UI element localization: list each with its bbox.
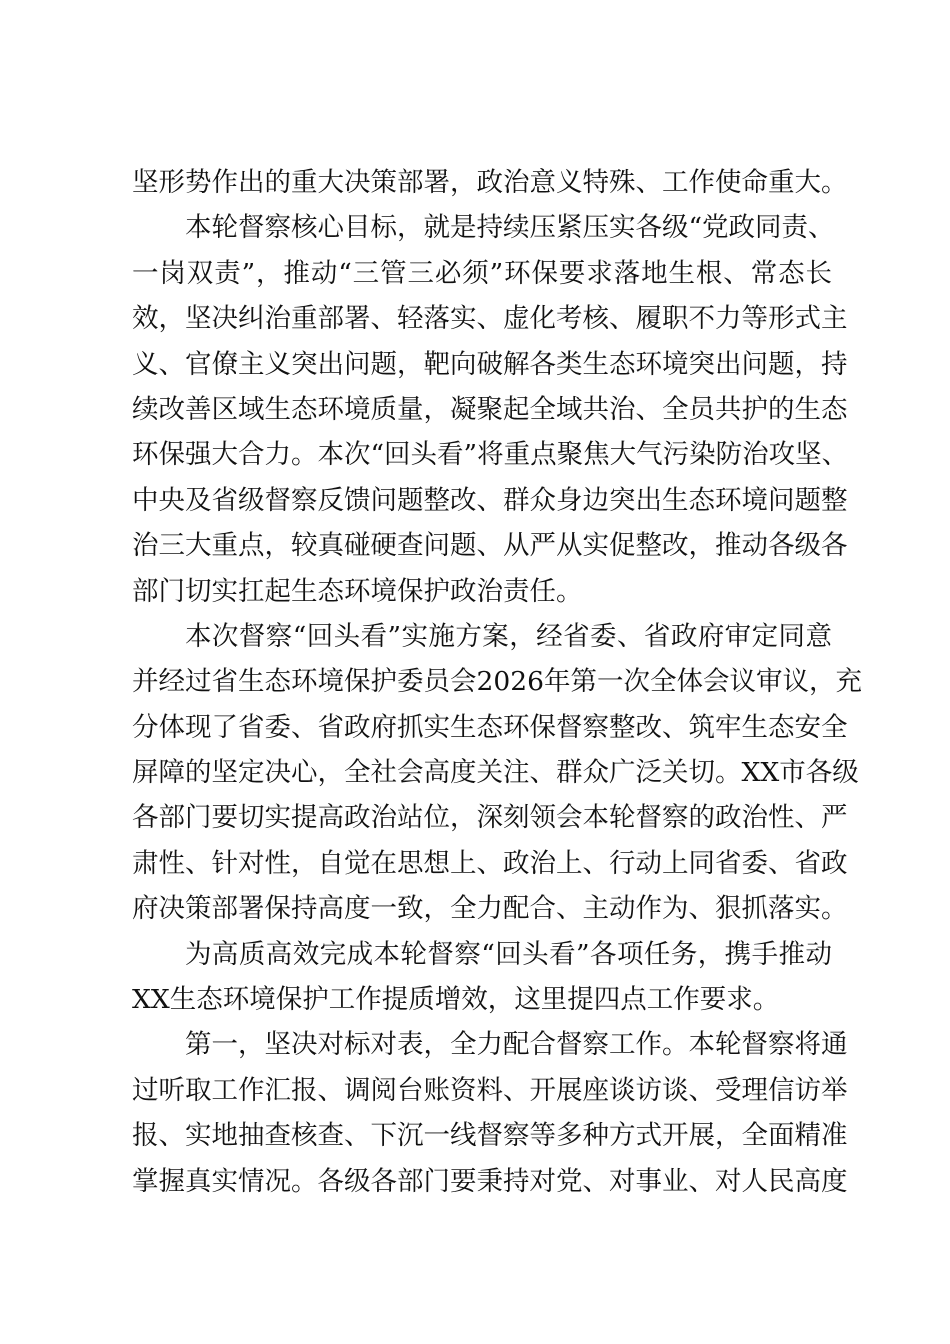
text-line: 环保强大合力。本次“回头看”将重点聚焦大气污染防治攻坚、	[132, 439, 849, 471]
text-line: 部门切实扛起生态环境保护政治责任。	[132, 575, 583, 607]
text-line: 一岗双责”，推动“三管三必须”环保要求落地生根、常态长	[132, 257, 832, 289]
paragraph-first-line: 本次督察“回头看”实施方案，经省委、省政府审定同意	[185, 620, 832, 652]
text-line: 治三大重点，较真碰硬查问题、从严从实促整改，推动各级各	[132, 530, 848, 562]
text-line: 分体现了省委、省政府抓实生态环保督察整改、筑牢生态安全	[132, 711, 848, 743]
text-line: 并经过省生态环境保护委员会2026年第一次全体会议审议，充	[132, 666, 862, 698]
text-line: 效，坚决纠治重部署、轻落实、虚化考核、履职不力等形式主	[132, 303, 848, 335]
text-line: 报、实地抽查核查、下沉一线督察等多种方式开展，全面精准	[132, 1120, 848, 1152]
text-line: XX生态环境保护工作提质增效，这里提四点工作要求。	[132, 984, 780, 1016]
text-line: 坚形势作出的重大决策部署，政治意义特殊、工作使命重大。	[132, 167, 848, 198]
body-text	[132, 160, 862, 1204]
paragraph-first-line: 为高质高效完成本轮督察“回头看”各项任务，携手推动	[185, 938, 832, 970]
text-line: 掌握真实情况。各级各部门要秉持对党、对事业、对人民高度	[132, 1165, 848, 1197]
paragraph-first-line: 第一，坚决对标对表，全力配合督察工作。本轮督察将通	[185, 1029, 848, 1061]
text-line: 各部门要切实提高政治站位，深刻领会本轮督察的政治性、严	[132, 802, 848, 834]
text-line: 续改善区域生态环境质量，凝聚起全域共治、全员共护的生态	[132, 393, 848, 425]
text-line: 屏障的坚定决心，全社会高度关注、群众广泛关切。XX市各级	[132, 757, 859, 789]
text-line: 义、官僚主义突出问题，靶向破解各类生态环境突出问题，持	[132, 348, 848, 380]
text-line: 府决策部署保持高度一致，全力配合、主动作为、狠抓落实。	[132, 893, 848, 925]
text-line: 肃性、针对性，自觉在思想上、政治上、行动上同省委、省政	[132, 847, 848, 879]
text-line: 过听取工作汇报、调阅台账资料、开展座谈访谈、受理信访举	[132, 1074, 848, 1106]
text-line: 中央及省级督察反馈问题整改、群众身边突出生态环境问题整	[132, 484, 848, 516]
paragraph-first-line: 本轮督察核心目标，就是持续压紧压实各级“党政同责、	[185, 212, 835, 244]
